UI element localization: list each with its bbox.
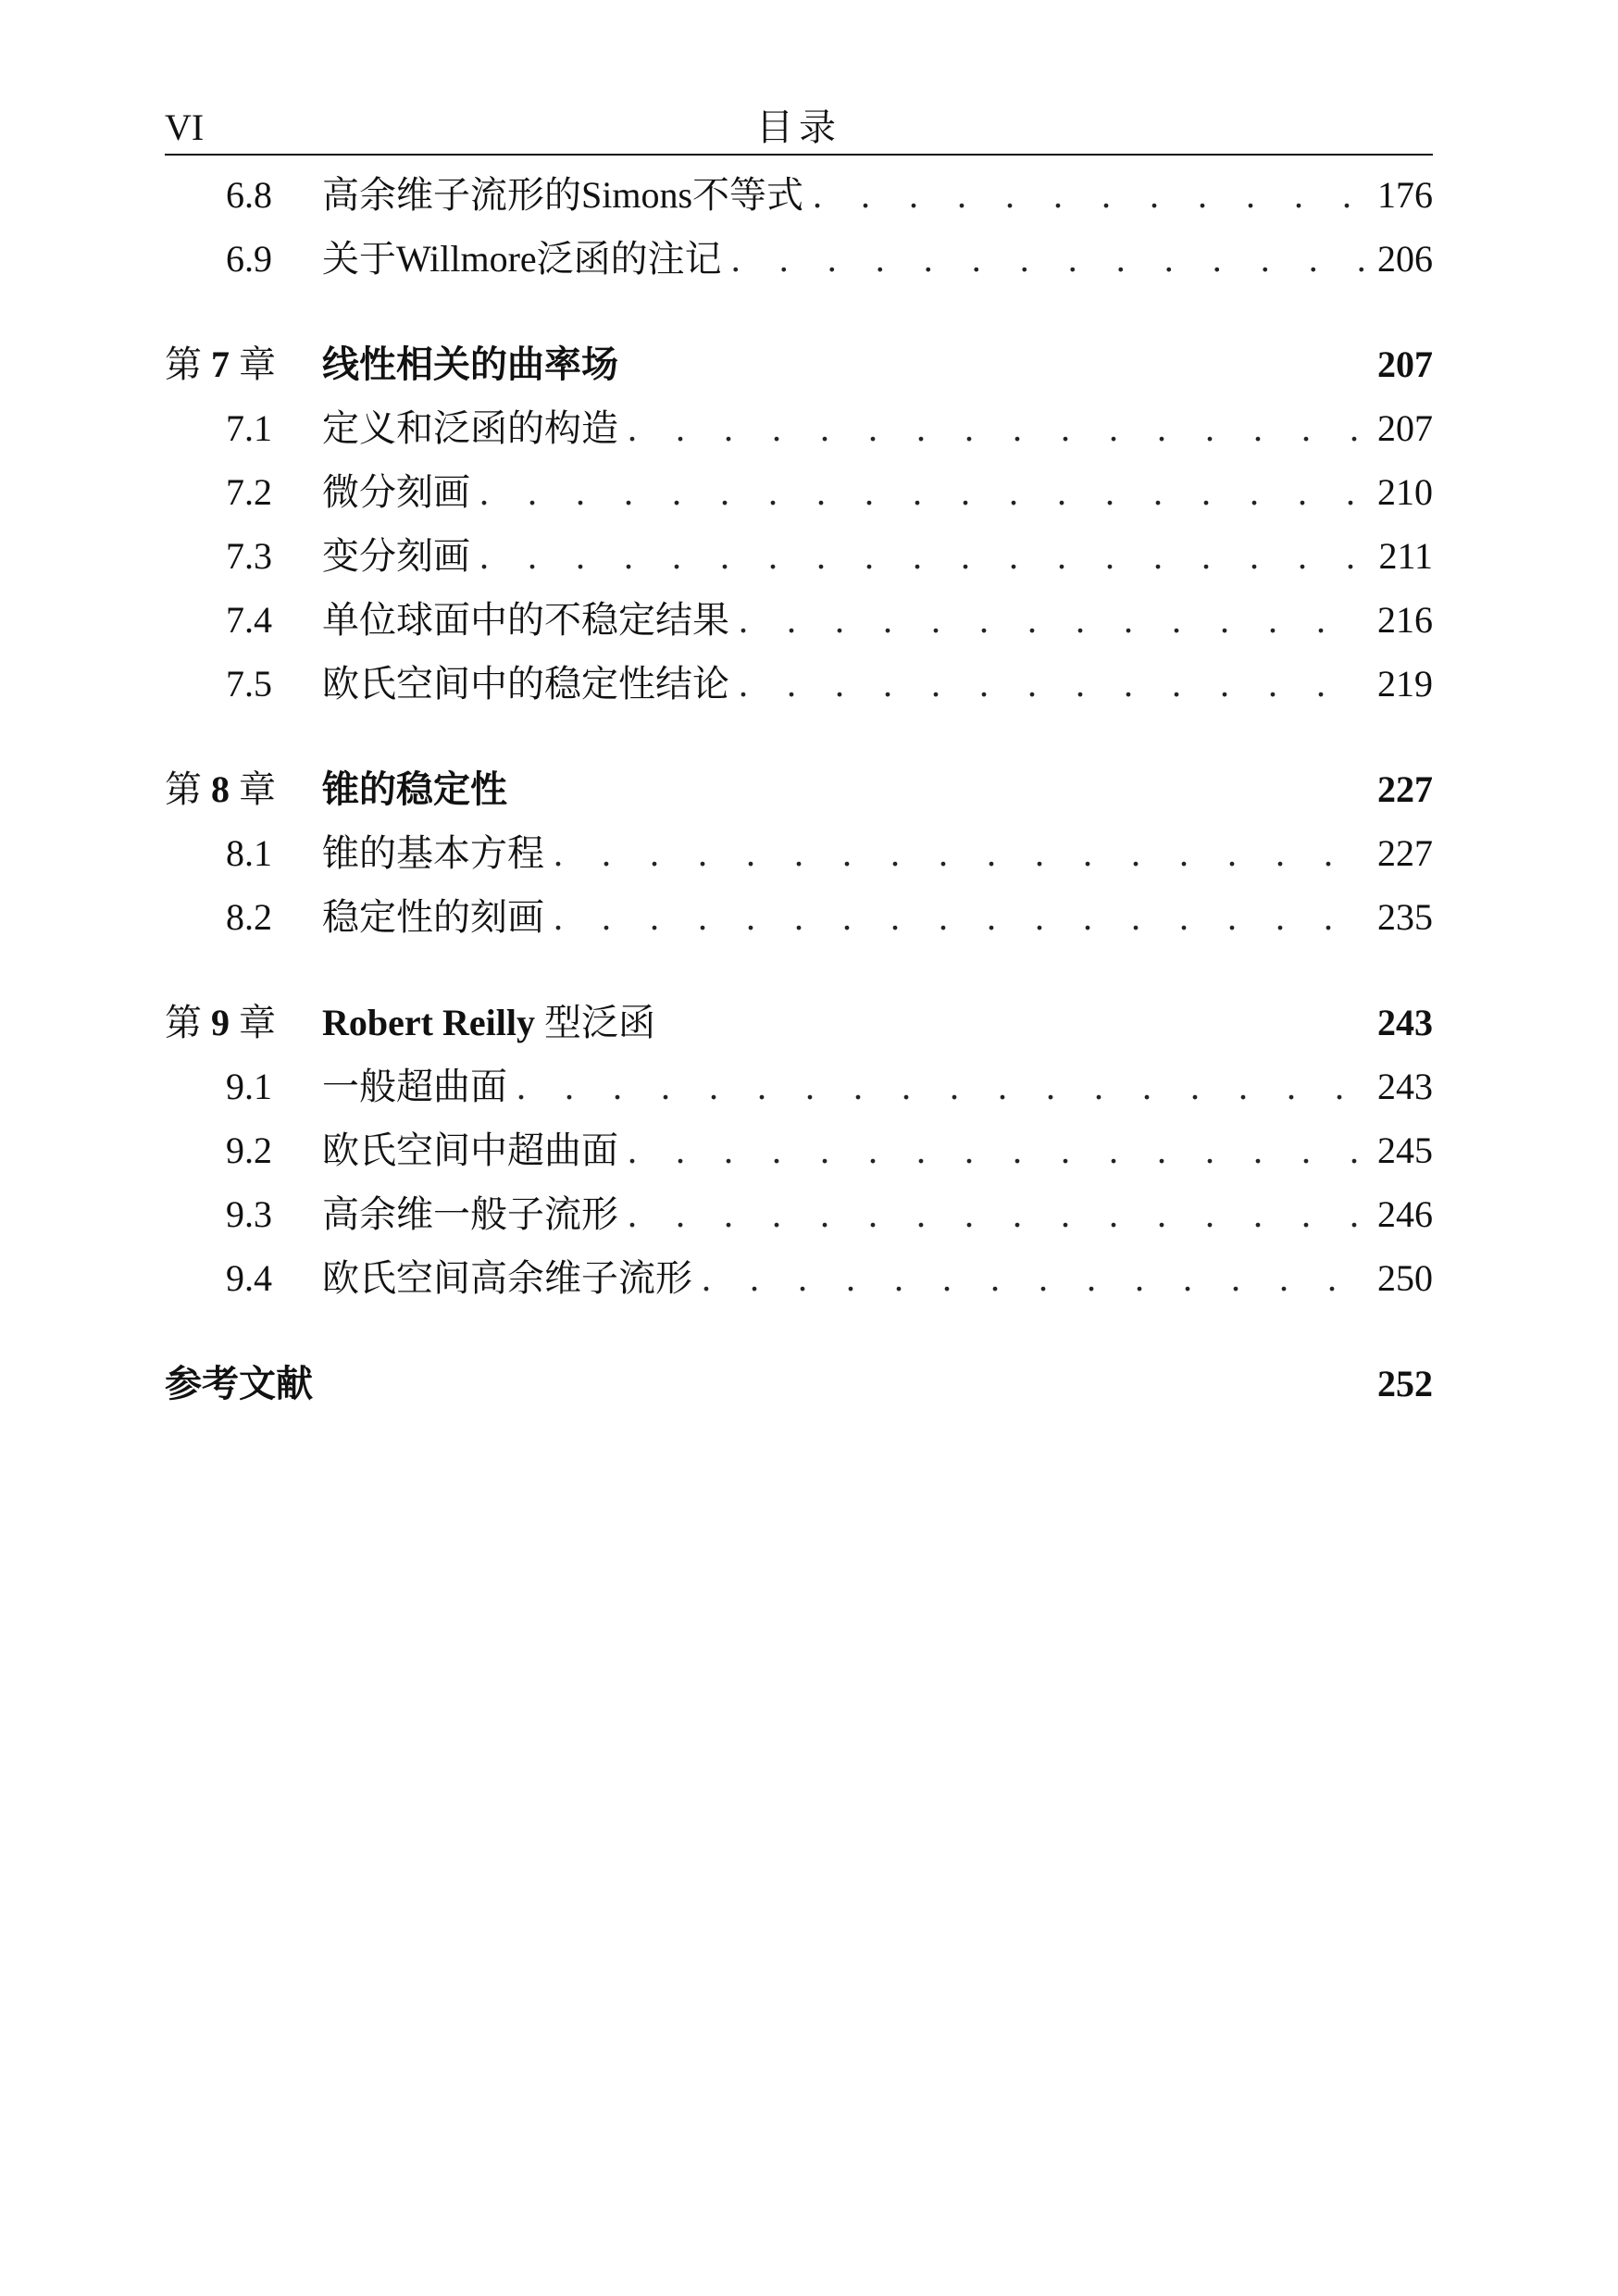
page-header: [165, 102, 1433, 156]
section-title: 欧氏空间中的稳定性结论: [322, 663, 729, 705]
chapter-heading[interactable]: [165, 332, 1433, 396]
chapter-title: [322, 991, 655, 1054]
chapter-prefix: 第: [165, 768, 202, 810]
table-of-contents: [165, 163, 1433, 1416]
section-number: 7.4: [226, 599, 272, 641]
chapter-page-number: 227: [1377, 768, 1433, 810]
section-number: 7.1: [226, 407, 272, 449]
dot-leader: [517, 1054, 1366, 1118]
toc-entry[interactable]: [165, 396, 1433, 460]
chapter-label: [165, 757, 322, 821]
bibliography-title: 参考文献: [165, 1363, 313, 1404]
dot-leader: [813, 163, 1366, 227]
chapter-page-number: 243: [1377, 1002, 1433, 1043]
chapter-number: 7: [211, 343, 230, 385]
section-number: 9.4: [226, 1257, 272, 1299]
chapter-page-number: 207: [1377, 343, 1433, 385]
chapter-heading[interactable]: [165, 991, 1433, 1054]
toc-entry[interactable]: [165, 588, 1433, 652]
toc-entry[interactable]: [165, 1246, 1433, 1310]
chapter-suffix: 章: [239, 768, 276, 810]
chapter-label: [165, 332, 322, 396]
page-number: 206: [1377, 238, 1433, 280]
chapter-title-bold: 线性相关的曲率场: [322, 343, 618, 385]
toc-entry[interactable]: [165, 460, 1433, 524]
page-number: 207: [1377, 407, 1433, 449]
section-title: 欧氏空间中超曲面: [322, 1129, 618, 1171]
dot-leader: [702, 1246, 1366, 1310]
chapter-suffix: 章: [239, 343, 276, 385]
chapter-title-bold: Robert Reilly: [322, 1002, 544, 1043]
dot-leader: [731, 227, 1366, 291]
chapter-title: [322, 757, 507, 821]
section-title: 变分刻画: [322, 535, 470, 577]
section-number: 7.2: [226, 471, 272, 513]
dot-leader: [628, 1182, 1366, 1246]
running-title: 目录: [756, 106, 841, 148]
section-title: 关于Willmore泛函的注记: [322, 238, 722, 280]
toc-entry[interactable]: [165, 524, 1433, 588]
toc-entry[interactable]: [165, 885, 1433, 949]
page-folio: VI: [165, 106, 205, 148]
chapter-title-bold: 锥的稳定性: [322, 768, 507, 810]
page-number: 210: [1377, 471, 1433, 513]
section-number: 9.1: [226, 1066, 272, 1107]
section-title: 一般超曲面: [322, 1066, 507, 1107]
section-title: 单位球面中的不稳定结果: [322, 599, 729, 641]
section-title: 微分刻画: [322, 471, 470, 513]
page-number: 235: [1377, 896, 1433, 938]
dot-leader: [628, 1118, 1366, 1182]
section-number: 6.8: [226, 174, 272, 216]
dot-leader: [479, 460, 1366, 524]
chapter-label: [165, 991, 322, 1054]
toc-page: [165, 102, 1433, 1416]
page-number: 176: [1377, 174, 1433, 216]
page-number: 245: [1377, 1129, 1433, 1171]
toc-entry[interactable]: [165, 163, 1433, 227]
chapter-suffix: 章: [239, 1002, 276, 1043]
chapter-title-regular: 型泛函: [543, 1002, 655, 1043]
chapter-heading[interactable]: [165, 757, 1433, 821]
chapter-number: 8: [211, 768, 230, 810]
section-title: 锥的基本方程: [322, 832, 544, 874]
page-number: 246: [1377, 1193, 1433, 1235]
chapter-title: [322, 332, 618, 396]
dot-leader: [554, 821, 1366, 885]
section-number: 9.3: [226, 1193, 272, 1235]
section-title: 定义和泛函的构造: [322, 407, 618, 449]
dot-leader: [479, 524, 1366, 588]
page-number: 219: [1377, 663, 1433, 705]
section-title: 欧氏空间高余维子流形: [322, 1257, 692, 1299]
section-number: 8.1: [226, 832, 272, 874]
toc-entry[interactable]: [165, 1054, 1433, 1118]
page-number: 243: [1377, 1066, 1433, 1107]
section-title: 稳定性的刻画: [322, 896, 544, 938]
page-number: 250: [1377, 1257, 1433, 1299]
dot-leader: [739, 588, 1366, 652]
section-number: 7.5: [226, 663, 272, 705]
chapter-number: 9: [211, 1002, 230, 1043]
toc-entry[interactable]: [165, 227, 1433, 291]
dot-leader: [628, 396, 1366, 460]
bibliography-page-number: 252: [1377, 1363, 1433, 1404]
section-number: 7.3: [226, 535, 272, 577]
toc-entry[interactable]: [165, 821, 1433, 885]
toc-entry[interactable]: [165, 1118, 1433, 1182]
dot-leader: [739, 652, 1366, 716]
page-number: 216: [1377, 599, 1433, 641]
section-number: 8.2: [226, 896, 272, 938]
page-number: 211: [1378, 535, 1433, 577]
toc-entry[interactable]: [165, 652, 1433, 716]
section-number: 6.9: [226, 238, 272, 280]
bibliography-heading[interactable]: [165, 1352, 1433, 1416]
section-title: 高余维子流形的Simons不等式: [322, 174, 804, 216]
page-number: 227: [1377, 832, 1433, 874]
chapter-prefix: 第: [165, 343, 202, 385]
dot-leader: [554, 885, 1366, 949]
toc-entry[interactable]: [165, 1182, 1433, 1246]
section-title: 高余维一般子流形: [322, 1193, 618, 1235]
section-number: 9.2: [226, 1129, 272, 1171]
chapter-prefix: 第: [165, 1002, 202, 1043]
